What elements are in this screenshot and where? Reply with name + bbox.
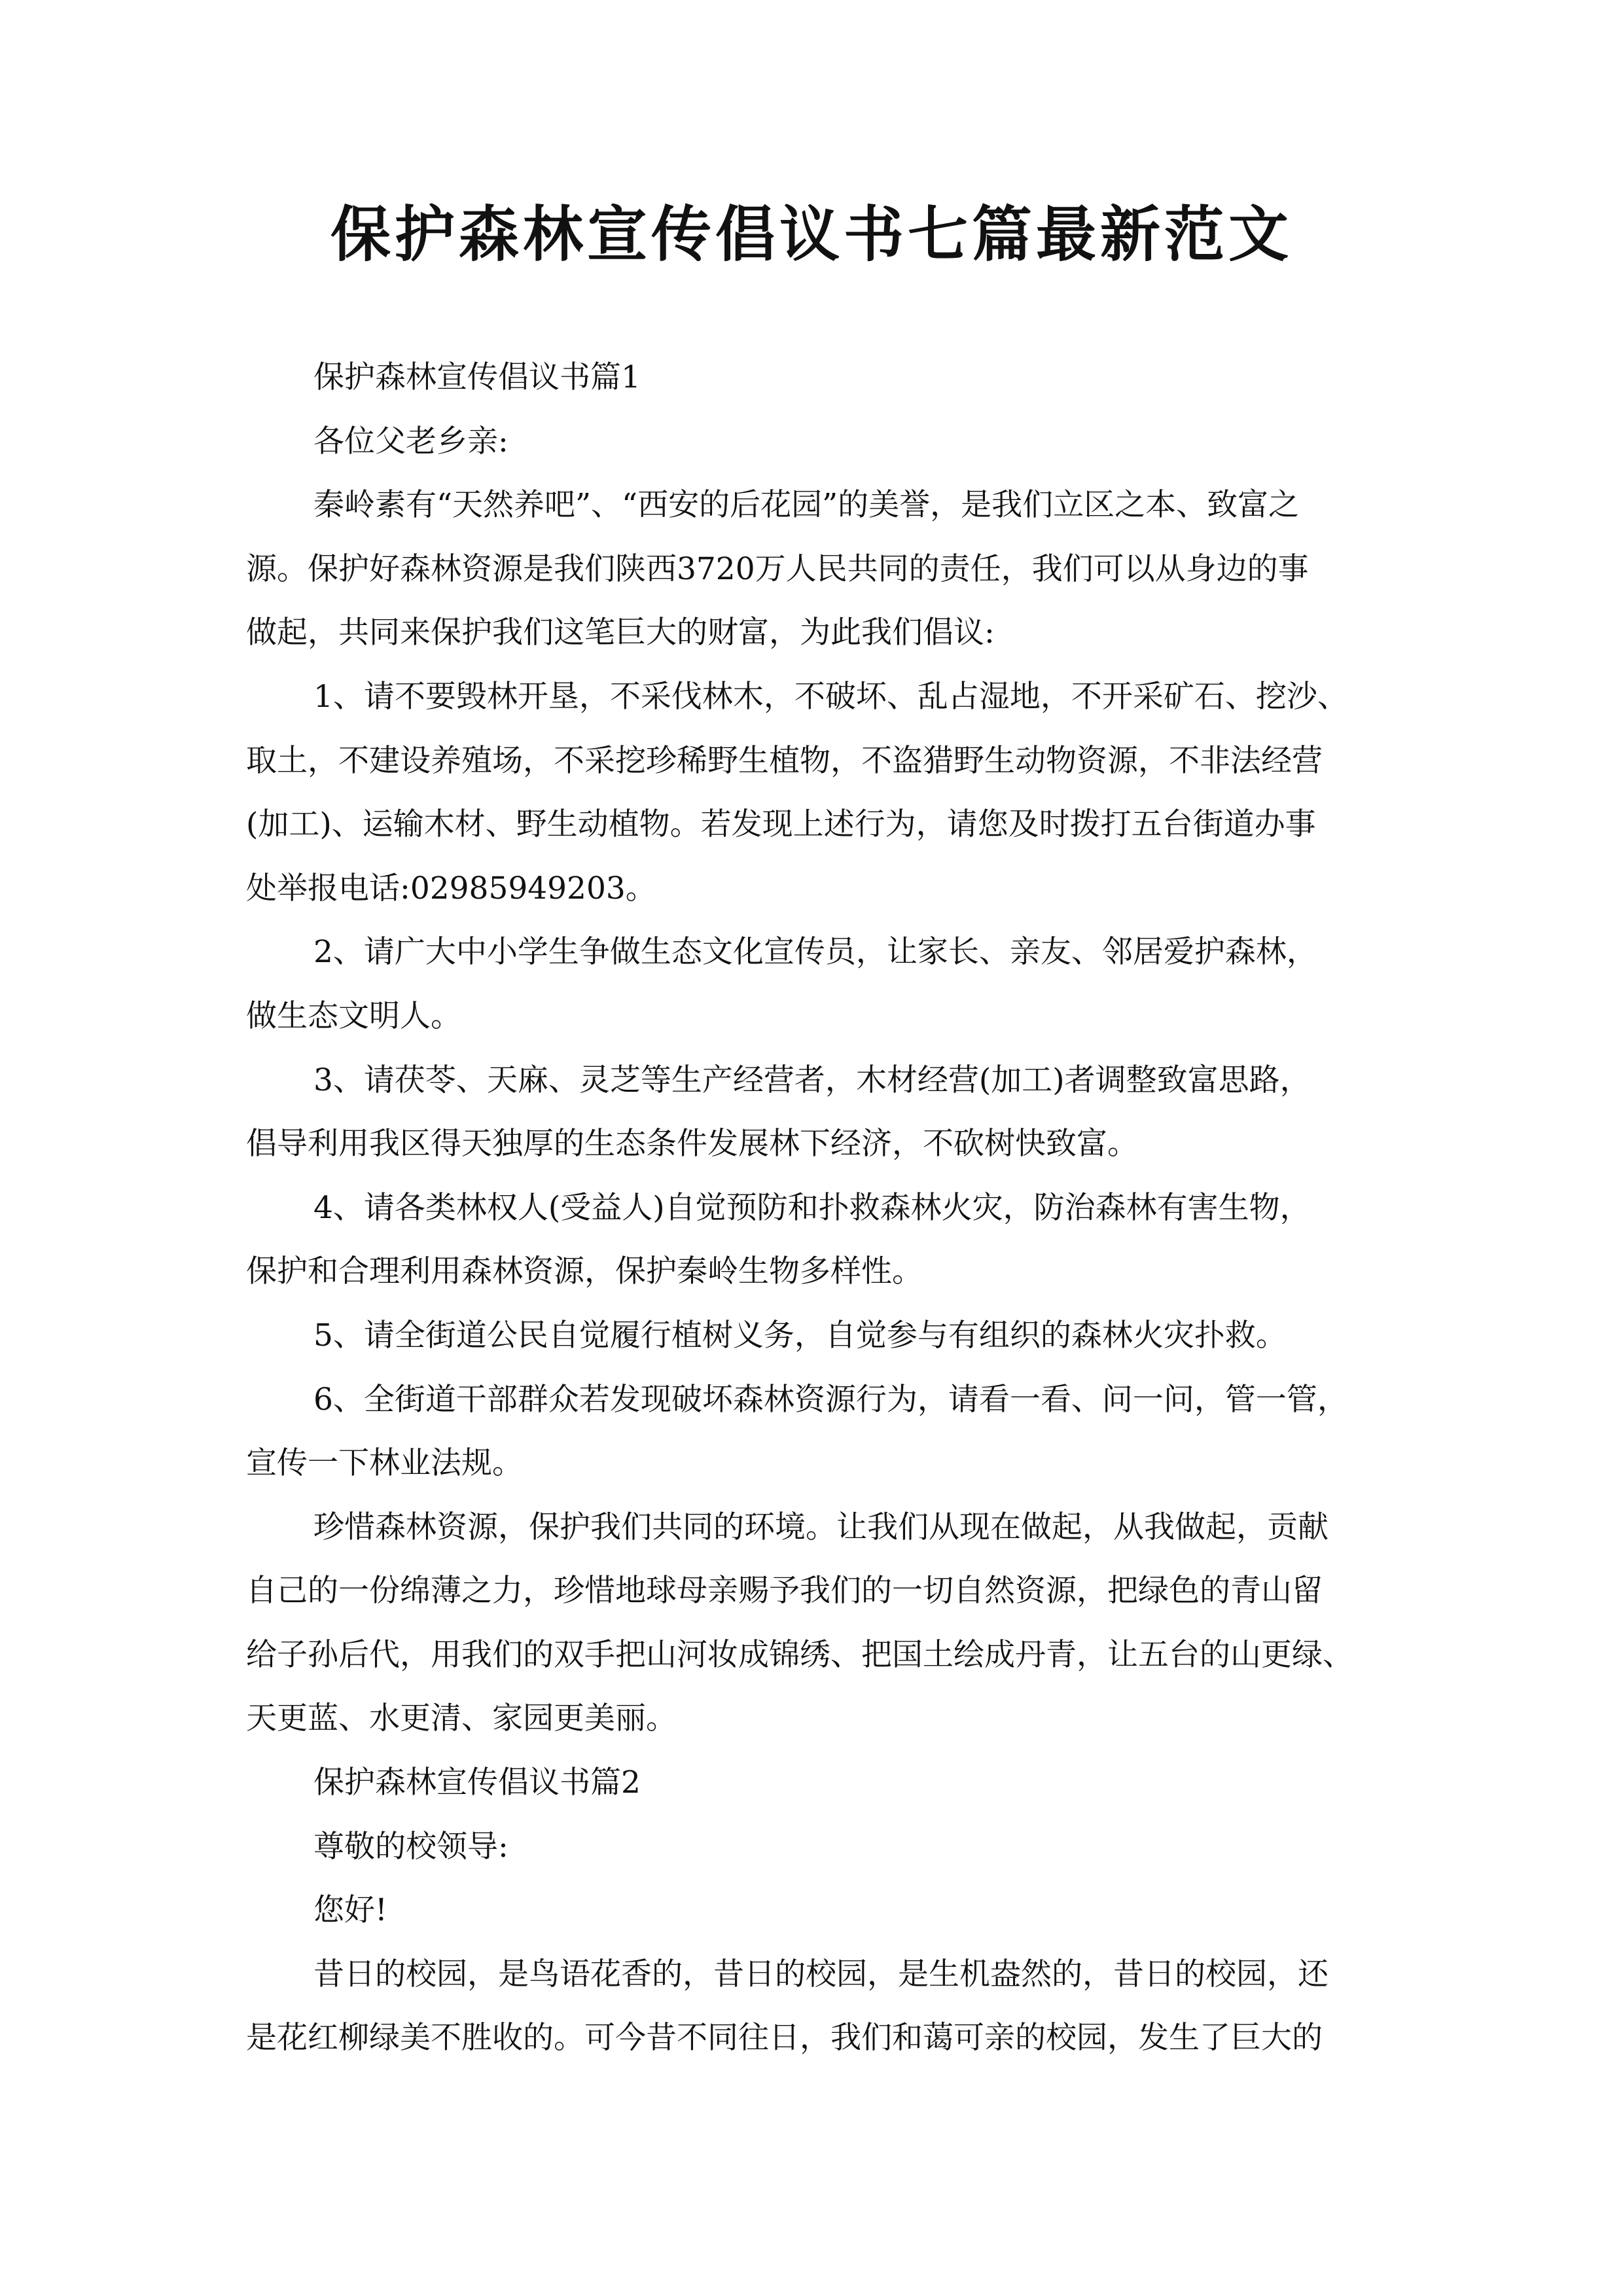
paragraph: [246, 346, 1385, 410]
text-line: 6、全街道干部群众若发现破坏森林资源行为，请看一看、问一问，管一管，: [313, 1381, 1348, 1418]
paragraph: [246, 665, 1385, 920]
paragraph: [246, 1049, 1385, 1176]
text-line: 3、请茯苓、天麻、灵芝等生产经营者，木材经营(加工)者调整致富思路，: [313, 1062, 1311, 1098]
paragraph: [246, 1368, 1385, 1496]
text-line: 珍惜森林资源，保护我们共同的环境。让我们从现在做起，从我做起，贡献: [313, 1509, 1329, 1545]
text-line: 宣传一下林业法规。: [246, 1445, 523, 1482]
text-line: (加工)、运输木材、野生动植物。若发现上述行为，请您及时拨打五台街道办事: [246, 806, 1316, 843]
text-line: 保护和合理利用森林资源，保护秦岭生物多样性。: [246, 1253, 923, 1290]
paragraph: [246, 1943, 1385, 2070]
document-title: 保护森林宣传倡议书七篇最新范文: [330, 199, 1293, 270]
text-line: 2、请广大中小学生争做生态文化宣传员，让家长、亲友、邻居爱护森林，: [313, 934, 1317, 971]
text-line: 秦岭素有“天然养吧”、“西安的后花园”的美誉，是我们立区之本、致富之: [313, 487, 1300, 524]
text-line: 您好!: [313, 1892, 387, 1929]
paragraph: [246, 1815, 1385, 1879]
paragraph: [246, 473, 1385, 665]
document-body: [246, 346, 1385, 2070]
text-line: 尊敬的校领导:: [313, 1828, 508, 1865]
paragraph: [246, 1496, 1385, 1751]
text-line: 昔日的校园，是鸟语花香的，昔日的校园，是生机盎然的，昔日的校园，还: [313, 1956, 1329, 1992]
paragraph: [246, 1878, 1385, 1943]
text-line: 自己的一份绵薄之力，珍惜地球母亲赐予我们的一切自然资源，把绿色的青山留: [246, 1573, 1323, 1609]
text-line: 各位父老乡亲:: [313, 423, 508, 459]
text-line: 天更蓝、水更清、家园更美丽。: [246, 1700, 677, 1737]
text-line: 做起，共同来保护我们这笔巨大的财富，为此我们倡议:: [246, 615, 995, 651]
text-line: 给子孙后代，用我们的双手把山河妆成锦绣、把国土绘成丹青，让五台的山更绿、: [246, 1636, 1353, 1673]
text-line: 保护森林宣传倡议书篇1: [313, 359, 641, 395]
text-line: 倡导利用我区得天独厚的生态条件发展林下经济，不砍树快致富。: [246, 1126, 1138, 1162]
paragraph: [246, 920, 1385, 1048]
text-line: 5、请全街道公民自觉履行植树义务，自觉参与有组织的森林火灾扑救。: [313, 1317, 1287, 1354]
paragraph: [246, 1751, 1385, 1815]
text-line: 做生态文明人。: [246, 997, 461, 1034]
text-line: 取土，不建设养殖场，不采挖珍稀野生植物，不盗猎野生动物资源，不非法经营: [246, 742, 1323, 779]
paragraph: [246, 1176, 1385, 1304]
text-line: 4、请各类林权人(受益人)自觉预防和扑救森林火灾，防治森林有害生物，: [313, 1189, 1311, 1226]
text-line: 保护森林宣传倡议书篇2: [313, 1765, 641, 1801]
paragraph: [246, 410, 1385, 474]
paragraph: [246, 1304, 1385, 1368]
text-line: 处举报电话:02985949203。: [246, 870, 656, 906]
text-line: 源。保护好森林资源是我们陕西3720万人民共同的责任，我们可以从身边的事: [246, 550, 1309, 587]
text-line: 1、请不要毁林开垦，不采伐林木，不破坏、乱占湿地，不开采矿石、挖沙、: [313, 678, 1348, 715]
text-line: 是花红柳绿美不胜收的。可今昔不同往日，我们和蔼可亲的校园，发生了巨大的: [246, 2020, 1323, 2056]
